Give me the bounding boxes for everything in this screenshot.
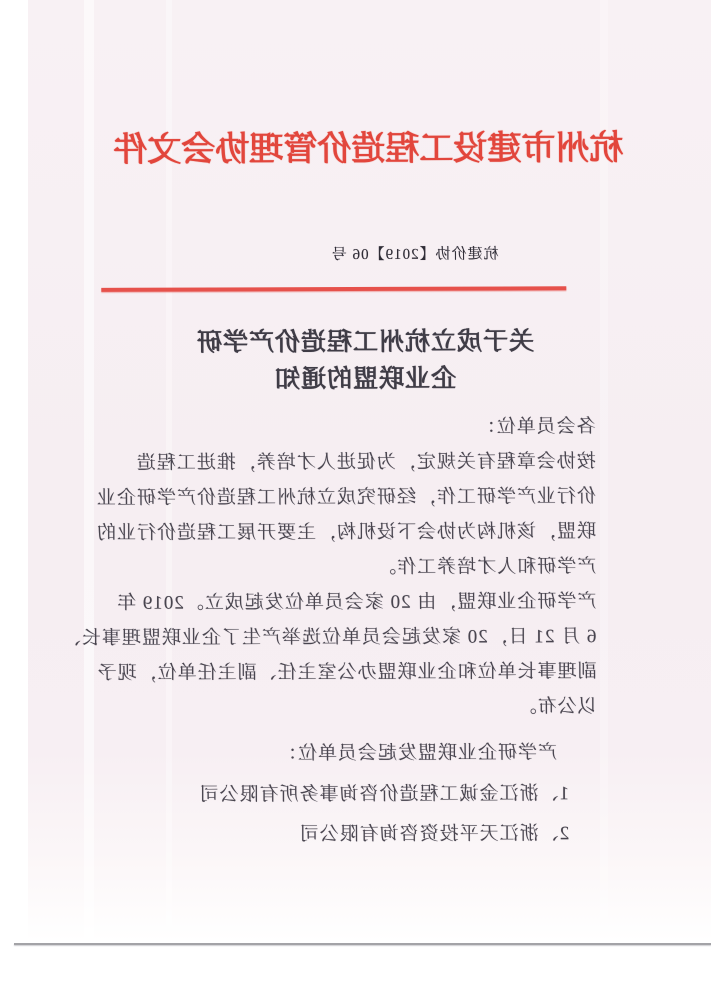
founding-members-header: 产学研企业联盟发起会员单位： [276,742,557,765]
scanner-edge-line [14,943,711,945]
doc-number: 杭建价协【2019】06 号 [330,246,499,264]
doc-title-line1: 关于成立杭州工程造价产学研 [195,328,535,357]
red-divider-rule [101,286,566,292]
body-line: 按协会章程有关规定，为促进人才培养，推进工程造 [135,451,596,474]
body-line: 产学研企业联盟，由 20 家会员单位发起成立。2019 年 [116,591,597,614]
body-line: 6 月 21 日，20 家发起会员单位选举产生了企业联盟理事长、 [60,626,597,650]
doc-title [9,323,711,399]
body-line: 以公布。 [516,696,597,718]
body-line: 副理事长单位和企业联盟办公室主任、副主任单位，现予 [96,661,597,684]
org-header-red-title: 杭州市建设工程造价管理协会文件 [113,130,624,169]
body-line: 价行业产学研工作，经研究成立杭州工程造价产学研企业 [95,486,597,509]
doc-title-line2: 企业联盟的通知 [274,365,457,394]
body-line: 联盟，该机构为协会下设机构，主要开展工程造价行业的 [96,521,597,544]
list-item: 1、浙江金诚工程造价咨询事务所有限公司 [198,783,570,806]
body-line: 产学研和人才培养工作。 [376,556,597,578]
salutation: 各会员单位： [475,416,596,438]
body-text [60,409,598,856]
list-item: 2、浙江天平投资咨询有限公司 [298,823,570,846]
